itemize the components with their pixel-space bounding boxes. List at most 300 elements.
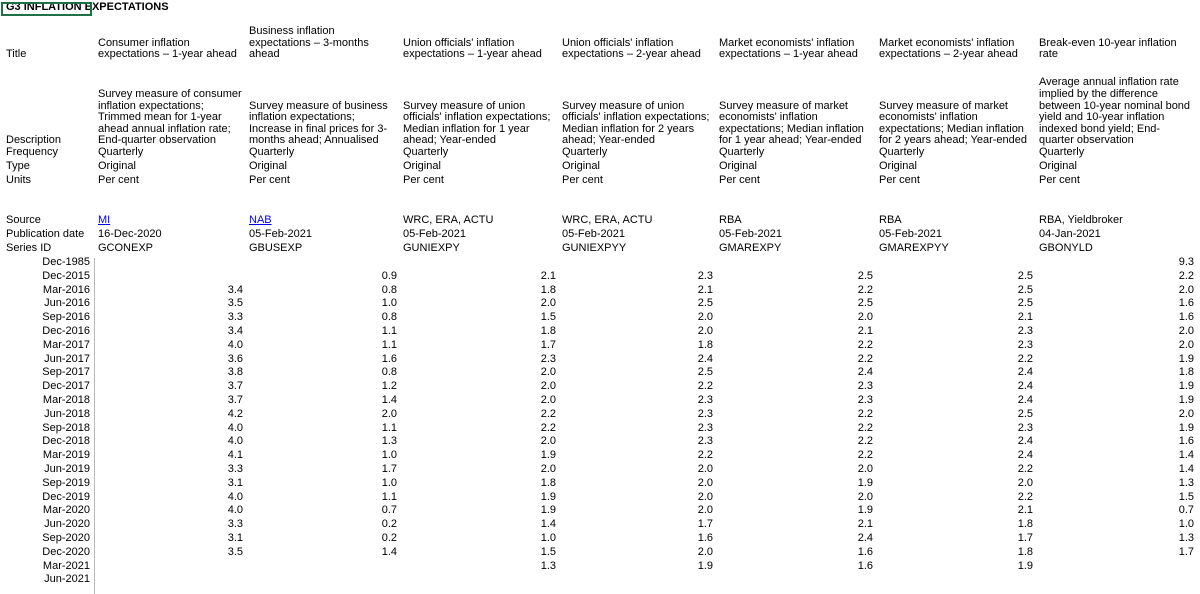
value-cell[interactable] xyxy=(400,574,559,588)
value-cell[interactable] xyxy=(246,257,400,271)
row-date[interactable]: Jun-2016 xyxy=(44,298,90,310)
data-row xyxy=(0,381,1200,395)
value-cell[interactable]: 1.8 xyxy=(1178,367,1194,379)
value-cell[interactable]: 1.9 xyxy=(540,491,556,503)
data-row xyxy=(0,574,1200,588)
value-cell[interactable]: 3.1 xyxy=(227,533,243,544)
cell-type-col7[interactable] xyxy=(1036,161,1197,175)
value-cell[interactable]: 2.0 xyxy=(697,477,713,489)
value-cell[interactable]: 2.0 xyxy=(1178,326,1194,337)
value-cell[interactable]: 2.0 xyxy=(857,491,873,503)
value-cell[interactable]: 9.3 xyxy=(1178,257,1194,268)
value-cell[interactable]: 0.8 xyxy=(381,312,397,324)
cell-title-col6[interactable] xyxy=(876,16,1036,61)
value-cell[interactable]: 0.8 xyxy=(381,367,397,379)
value-cell[interactable]: 2.1 xyxy=(540,270,556,282)
row-date[interactable]: Sep-2017 xyxy=(42,367,90,379)
value-cell[interactable]: 2.2 xyxy=(1017,464,1033,475)
value-cell[interactable]: 2.1 xyxy=(697,284,713,296)
value-cell[interactable] xyxy=(716,257,876,271)
cell-source-col6[interactable] xyxy=(876,215,1036,229)
value-cell[interactable]: 2.0 xyxy=(697,312,713,324)
value-cell[interactable]: 2.0 xyxy=(540,298,556,310)
value-cell[interactable] xyxy=(876,574,1036,588)
publication-date-text: 05-Feb-2021 xyxy=(249,229,312,240)
value-cell[interactable] xyxy=(876,257,1036,271)
cell-description-col4[interactable] xyxy=(559,61,716,147)
value-cell[interactable]: 1.8 xyxy=(1017,546,1033,558)
cell-source-col2[interactable] xyxy=(246,215,400,229)
value-cell[interactable]: 1.6 xyxy=(1178,436,1194,448)
cell-frequency-col5[interactable] xyxy=(716,147,876,161)
row-date[interactable]: Dec-2020 xyxy=(42,546,90,558)
cell-source-col5[interactable] xyxy=(716,215,876,229)
value-cell[interactable]: 1.4 xyxy=(1178,450,1194,462)
value-cell[interactable]: 1.3 xyxy=(381,436,397,448)
value-cell[interactable]: 1.9 xyxy=(1178,422,1194,434)
value-cell[interactable] xyxy=(1036,561,1197,575)
row-date[interactable]: Sep-2018 xyxy=(42,422,90,434)
description-text: Survey measure of market economists' inflation expectations; Median inflation for 2 years ahead; Year-ended xyxy=(879,99,1028,147)
value-cell[interactable]: 1.4 xyxy=(1178,464,1194,475)
cell-source-col4[interactable] xyxy=(559,215,716,229)
value-cell[interactable]: 1.5 xyxy=(540,546,556,558)
value-cell[interactable]: 2.0 xyxy=(540,367,556,379)
header-row-publication-date xyxy=(0,229,1200,243)
row-date[interactable]: Jun-2018 xyxy=(44,408,90,420)
value-cell[interactable]: 2.5 xyxy=(1017,408,1033,420)
value-cell[interactable]: 1.6 xyxy=(1178,298,1194,310)
value-cell[interactable]: 0.7 xyxy=(381,505,397,517)
row-date[interactable]: Mar-2017 xyxy=(42,339,90,351)
value-cell[interactable]: 2.4 xyxy=(1017,395,1033,406)
description-text: Survey measure of market economists' inflation expectations; Median inflation for 1 year ahead; Year-ended xyxy=(719,99,864,147)
value-cell[interactable]: 2.0 xyxy=(540,436,556,448)
row-date[interactable]: Mar-2016 xyxy=(42,284,90,296)
row-date[interactable]: Dec-2018 xyxy=(42,436,90,448)
value-cell[interactable]: 1.9 xyxy=(857,505,873,517)
value-cell[interactable]: 2.2 xyxy=(857,422,873,434)
value-cell[interactable]: 2.4 xyxy=(1017,381,1033,393)
value-cell[interactable]: 2.4 xyxy=(697,353,713,365)
value-cell[interactable]: 3.5 xyxy=(227,298,243,310)
value-cell[interactable]: 2.4 xyxy=(857,367,873,379)
sheet-title-row xyxy=(0,2,1200,16)
value-cell[interactable]: 2.1 xyxy=(857,326,873,337)
value-cell[interactable]: 2.0 xyxy=(857,312,873,324)
value-cell[interactable]: 1.0 xyxy=(381,450,397,462)
cell-title-col1[interactable] xyxy=(95,16,246,61)
value-cell[interactable]: 2.0 xyxy=(857,464,873,475)
sheet-title[interactable]: G3 INFLATION EXPECTATIONS xyxy=(6,2,169,13)
value-cell[interactable] xyxy=(559,574,716,588)
type-text: Original xyxy=(98,161,136,172)
value-cell[interactable]: 2.2 xyxy=(857,284,873,296)
cell-frequency-col6[interactable] xyxy=(876,147,1036,161)
row-label-type[interactable]: Type xyxy=(6,161,30,172)
cell-units-col1[interactable] xyxy=(95,175,246,189)
value-cell[interactable] xyxy=(95,257,246,271)
value-cell[interactable]: 1.7 xyxy=(697,519,713,531)
value-cell[interactable]: 1.3 xyxy=(1178,477,1194,489)
title-text: Market economists' inflation expectations – 2-year ahead xyxy=(879,36,1018,61)
cell-title-col7[interactable] xyxy=(1036,16,1197,61)
row-date[interactable]: Dec-2019 xyxy=(42,491,90,503)
value-cell[interactable]: 2.0 xyxy=(697,464,713,475)
row-date[interactable]: Sep-2016 xyxy=(42,312,90,324)
cell-source-col7[interactable] xyxy=(1036,215,1197,229)
cell-publication-date-col3[interactable] xyxy=(400,229,559,243)
value-cell[interactable]: 1.5 xyxy=(540,312,556,324)
frequency-text: Quarterly xyxy=(403,147,449,158)
cell-description-col1[interactable] xyxy=(95,61,246,147)
cell-publication-date-col4[interactable] xyxy=(559,229,716,243)
value-cell[interactable]: 1.8 xyxy=(540,284,556,296)
value-cell[interactable]: 2.0 xyxy=(1178,408,1194,420)
data-row xyxy=(0,464,1200,478)
type-text: Original xyxy=(719,161,757,172)
row-date[interactable]: Jun-2017 xyxy=(44,353,90,365)
value-cell[interactable]: 1.9 xyxy=(697,560,713,572)
value-cell[interactable]: 1.0 xyxy=(540,533,556,544)
cell-description-col2[interactable] xyxy=(246,61,400,147)
value-cell[interactable]: 2.2 xyxy=(697,381,713,393)
series-id-text: GMAREXPY xyxy=(719,243,782,254)
cell-title-col3[interactable] xyxy=(400,16,559,61)
cell-title-col2[interactable] xyxy=(246,16,400,61)
cell-publication-date-col7[interactable] xyxy=(1036,229,1197,243)
value-cell[interactable]: 1.3 xyxy=(1178,533,1194,544)
value-cell[interactable]: 2.4 xyxy=(1017,450,1033,462)
value-cell[interactable]: 1.1 xyxy=(381,422,397,434)
row-date[interactable]: Jun-2020 xyxy=(44,519,90,531)
cell-title-col4[interactable] xyxy=(559,16,716,61)
cell-description-col5[interactable] xyxy=(716,61,876,147)
value-cell[interactable]: 2.5 xyxy=(1017,284,1033,296)
title-text: Union officials' inflation expectations – 2-year ahead xyxy=(562,36,701,61)
cell-type-col5[interactable] xyxy=(716,161,876,175)
value-cell[interactable] xyxy=(246,561,400,575)
row-date[interactable]: Dec-2017 xyxy=(42,381,90,393)
cell-units-col3[interactable] xyxy=(400,175,559,189)
value-cell[interactable]: 2.0 xyxy=(540,464,556,475)
cell-description-col3[interactable] xyxy=(400,61,559,147)
title-text: Consumer inflation expectations – 1-year ahead xyxy=(98,36,237,61)
value-cell[interactable]: 2.5 xyxy=(857,270,873,282)
value-cell[interactable]: 2.5 xyxy=(1017,270,1033,282)
row-label-units[interactable]: Units xyxy=(6,175,32,186)
cell-publication-date-col2[interactable] xyxy=(246,229,400,243)
publication-date-text: 05-Feb-2021 xyxy=(403,229,466,240)
value-cell[interactable]: 1.8 xyxy=(540,326,556,337)
value-cell[interactable]: 3.4 xyxy=(227,326,243,337)
value-cell[interactable]: 3.7 xyxy=(227,381,243,393)
cell-type-col3[interactable] xyxy=(400,161,559,175)
value-cell[interactable]: 3.8 xyxy=(227,367,243,379)
cell-series-id-col2[interactable] xyxy=(246,243,400,257)
data-row xyxy=(0,367,1200,381)
type-text: Original xyxy=(1039,161,1077,172)
value-cell[interactable]: 3.4 xyxy=(227,284,243,296)
cell-title-col5[interactable] xyxy=(716,16,876,61)
cell-units-col2[interactable] xyxy=(246,175,400,189)
value-cell[interactable]: 4.0 xyxy=(227,436,243,448)
value-cell[interactable]: 3.1 xyxy=(227,477,243,489)
value-cell[interactable]: 1.7 xyxy=(540,339,556,351)
cell-description-col6[interactable] xyxy=(876,61,1036,147)
row-date[interactable]: Mar-2018 xyxy=(42,395,90,406)
cell-frequency-col1[interactable] xyxy=(95,147,246,161)
value-cell[interactable]: 1.9 xyxy=(540,450,556,462)
row-date[interactable]: Mar-2021 xyxy=(42,560,90,572)
value-cell[interactable]: 2.5 xyxy=(857,298,873,310)
value-cell[interactable]: 1.0 xyxy=(1178,519,1194,531)
value-cell[interactable]: 1.8 xyxy=(697,339,713,351)
type-text: Original xyxy=(879,161,917,172)
row-label-frequency[interactable]: Frequency xyxy=(6,147,58,158)
header-row-frequency xyxy=(0,147,1200,161)
value-cell[interactable]: 3.3 xyxy=(227,464,243,475)
value-cell[interactable]: 2.0 xyxy=(697,491,713,503)
row-date[interactable]: Sep-2019 xyxy=(42,477,90,489)
cell-frequency-col3[interactable] xyxy=(400,147,559,161)
value-cell[interactable]: 0.2 xyxy=(381,533,397,544)
value-cell[interactable]: 2.4 xyxy=(1017,367,1033,379)
cell-publication-date-col5[interactable] xyxy=(716,229,876,243)
value-cell[interactable]: 2.2 xyxy=(857,408,873,420)
cell-frequency-col4[interactable] xyxy=(559,147,716,161)
value-cell[interactable]: 3.3 xyxy=(227,519,243,531)
series-id-text: GMAREXPYY xyxy=(879,243,949,254)
row-date[interactable]: Jun-2019 xyxy=(44,464,90,475)
value-cell[interactable]: 0.2 xyxy=(381,519,397,531)
series-id-text: GBUSEXP xyxy=(249,243,303,254)
value-cell[interactable] xyxy=(95,561,246,575)
cell-frequency-col7[interactable] xyxy=(1036,147,1197,161)
value-cell[interactable]: 2.3 xyxy=(697,395,713,406)
value-cell[interactable]: 2.3 xyxy=(697,422,713,434)
cell-series-id-col4[interactable] xyxy=(559,243,716,257)
value-cell[interactable]: 2.5 xyxy=(697,298,713,310)
source-text: RBA, Yieldbroker xyxy=(1039,215,1123,226)
value-cell[interactable]: 1.2 xyxy=(381,381,397,393)
value-cell[interactable]: 3.6 xyxy=(227,353,243,365)
value-cell[interactable]: 2.3 xyxy=(857,381,873,393)
data-row xyxy=(0,423,1200,437)
value-cell[interactable]: 3.5 xyxy=(227,546,243,558)
header-row-type xyxy=(0,161,1200,175)
value-cell[interactable]: 1.8 xyxy=(540,477,556,489)
value-cell[interactable]: 2.2 xyxy=(857,450,873,462)
source-text: RBA xyxy=(879,215,902,226)
row-date[interactable]: Jun-2021 xyxy=(44,574,90,586)
value-cell[interactable] xyxy=(1036,574,1197,588)
cell-series-id-col7[interactable] xyxy=(1036,243,1197,257)
value-cell[interactable]: 1.7 xyxy=(1017,533,1033,544)
value-cell[interactable]: 1.7 xyxy=(381,464,397,475)
value-cell[interactable]: 1.9 xyxy=(857,477,873,489)
value-cell[interactable]: 2.4 xyxy=(1017,436,1033,448)
units-text: Per cent xyxy=(879,175,920,186)
value-cell[interactable]: 4.0 xyxy=(227,422,243,434)
value-cell[interactable]: 1.6 xyxy=(381,353,397,365)
value-cell[interactable]: 1.7 xyxy=(1178,546,1194,558)
value-cell[interactable]: 2.3 xyxy=(540,353,556,365)
value-cell[interactable]: 1.9 xyxy=(1017,560,1033,572)
value-cell[interactable]: 2.0 xyxy=(697,546,713,558)
value-cell[interactable]: 2.2 xyxy=(1017,353,1033,365)
value-cell[interactable]: 2.4 xyxy=(857,533,873,544)
value-cell[interactable]: 1.1 xyxy=(381,491,397,503)
value-cell[interactable]: 1.8 xyxy=(1017,519,1033,531)
data-row xyxy=(0,312,1200,326)
row-date[interactable]: Mar-2019 xyxy=(42,450,90,462)
cell-series-id-col6[interactable] xyxy=(876,243,1036,257)
cell-frequency-col2[interactable] xyxy=(246,147,400,161)
value-cell[interactable] xyxy=(400,257,559,271)
value-cell[interactable]: 2.5 xyxy=(697,367,713,379)
value-cell[interactable]: 2.2 xyxy=(857,353,873,365)
value-cell[interactable]: 2.2 xyxy=(540,408,556,420)
row-label-source[interactable]: Source xyxy=(6,215,41,226)
frequency-text: Quarterly xyxy=(98,147,144,158)
value-cell[interactable]: 2.0 xyxy=(1017,477,1033,489)
row-date[interactable]: Dec-2015 xyxy=(42,270,90,282)
value-cell[interactable]: 1.9 xyxy=(540,505,556,517)
value-cell[interactable]: 2.3 xyxy=(1017,422,1033,434)
cell-series-id-col5[interactable] xyxy=(716,243,876,257)
type-text: Original xyxy=(562,161,600,172)
value-cell[interactable]: 2.0 xyxy=(1178,339,1194,351)
cell-units-col6[interactable] xyxy=(876,175,1036,189)
source-text[interactable]: NAB xyxy=(249,215,272,226)
value-cell[interactable]: 1.6 xyxy=(697,533,713,544)
data-row xyxy=(0,450,1200,464)
value-cell[interactable]: 2.0 xyxy=(540,381,556,393)
value-cell[interactable]: 1.4 xyxy=(540,519,556,531)
row-date[interactable]: Sep-2020 xyxy=(42,533,90,544)
cell-units-col7[interactable] xyxy=(1036,175,1197,189)
description-text: Average annual inflation rate implied by the difference between 10-year nominal bond yield and 10-year inflation indexed bond yield; End-quarter observation xyxy=(1039,76,1191,147)
value-cell[interactable]: 2.2 xyxy=(697,450,713,462)
value-cell[interactable]: 1.3 xyxy=(540,560,556,572)
value-cell[interactable] xyxy=(246,574,400,588)
publication-date-text: 05-Feb-2021 xyxy=(719,229,782,240)
data-row xyxy=(0,340,1200,354)
value-cell[interactable]: 2.3 xyxy=(697,408,713,420)
row-label-description[interactable]: Description xyxy=(6,134,62,147)
cell-type-col6[interactable] xyxy=(876,161,1036,175)
cell-units-col5[interactable] xyxy=(716,175,876,189)
cell-type-col4[interactable] xyxy=(559,161,716,175)
value-cell[interactable] xyxy=(716,574,876,588)
series-id-text: GUNIEXPYY xyxy=(562,243,627,254)
source-text[interactable]: MI xyxy=(98,215,111,226)
value-cell[interactable]: 1.9 xyxy=(1178,381,1194,393)
value-cell[interactable]: 1.4 xyxy=(381,546,397,558)
value-cell[interactable]: 2.5 xyxy=(1017,298,1033,310)
value-cell[interactable]: 4.0 xyxy=(227,491,243,503)
value-cell[interactable]: 2.2 xyxy=(540,422,556,434)
value-cell[interactable]: 2.0 xyxy=(540,395,556,406)
publication-date-text: 16-Dec-2020 xyxy=(98,229,162,240)
value-cell[interactable]: 1.0 xyxy=(381,298,397,310)
data-row xyxy=(0,547,1200,561)
cell-series-id-col3[interactable] xyxy=(400,243,559,257)
row-label-title[interactable]: Title xyxy=(6,48,27,61)
value-cell[interactable]: 0.8 xyxy=(381,284,397,296)
cell-type-col2[interactable] xyxy=(246,161,400,175)
value-cell[interactable]: 2.0 xyxy=(1178,284,1194,296)
value-cell[interactable]: 0.9 xyxy=(381,270,397,282)
value-cell[interactable]: 1.9 xyxy=(1178,353,1194,365)
cell-source-col3[interactable] xyxy=(400,215,559,229)
row-label-publication-date[interactable]: Publication date xyxy=(6,229,85,240)
value-cell[interactable]: 2.3 xyxy=(857,395,873,406)
cell-units-col4[interactable] xyxy=(559,175,716,189)
data-row xyxy=(0,326,1200,340)
row-label-series-id[interactable]: Series ID xyxy=(6,243,52,254)
value-cell[interactable] xyxy=(95,574,246,588)
value-cell[interactable]: 1.6 xyxy=(857,560,873,572)
value-cell[interactable]: 3.7 xyxy=(227,395,243,406)
cell-description-col7[interactable] xyxy=(1036,61,1197,147)
value-cell[interactable]: 2.1 xyxy=(1017,505,1033,517)
value-cell[interactable]: 1.9 xyxy=(1178,395,1194,406)
row-date[interactable]: Mar-2020 xyxy=(42,505,90,517)
value-cell[interactable]: 2.1 xyxy=(857,519,873,531)
value-cell[interactable]: 2.2 xyxy=(857,436,873,448)
value-cell[interactable]: 2.0 xyxy=(381,408,397,420)
value-cell[interactable]: 2.3 xyxy=(1017,326,1033,337)
value-cell[interactable]: 2.3 xyxy=(697,436,713,448)
value-cell[interactable]: 1.6 xyxy=(1178,312,1194,324)
cell-publication-date-col6[interactable] xyxy=(876,229,1036,243)
value-cell[interactable]: 1.6 xyxy=(857,546,873,558)
value-cell[interactable]: 2.0 xyxy=(697,505,713,517)
cell-series-id-col1[interactable] xyxy=(95,243,246,257)
value-cell[interactable]: 2.2 xyxy=(1178,270,1194,282)
value-cell[interactable] xyxy=(559,257,716,271)
cell-source-col1[interactable] xyxy=(95,215,246,229)
cell-type-col1[interactable] xyxy=(95,161,246,175)
value-cell[interactable]: 3.3 xyxy=(227,312,243,324)
value-cell[interactable]: 0.7 xyxy=(1178,505,1194,517)
value-cell[interactable]: 4.0 xyxy=(227,505,243,517)
value-cell[interactable]: 1.5 xyxy=(1178,491,1194,503)
value-cell[interactable]: 2.2 xyxy=(1017,491,1033,503)
value-cell[interactable]: 2.1 xyxy=(1017,312,1033,324)
value-cell[interactable]: 2.3 xyxy=(1017,339,1033,351)
value-cell[interactable]: 2.0 xyxy=(697,326,713,337)
value-cell[interactable] xyxy=(95,271,246,285)
value-cell[interactable]: 2.2 xyxy=(857,339,873,351)
value-cell[interactable]: 1.4 xyxy=(381,395,397,406)
value-cell[interactable]: 2.3 xyxy=(697,270,713,282)
value-cell[interactable]: 4.0 xyxy=(227,339,243,351)
value-cell[interactable]: 1.1 xyxy=(381,339,397,351)
frequency-text: Quarterly xyxy=(879,147,925,158)
series-id-text: GBONYLD xyxy=(1039,243,1093,254)
value-cell[interactable]: 1.1 xyxy=(381,326,397,337)
value-cell[interactable]: 4.1 xyxy=(227,450,243,462)
row-date[interactable]: Dec-1985 xyxy=(42,257,90,268)
row-date[interactable]: Dec-2016 xyxy=(42,326,90,337)
cell-publication-date-col1[interactable] xyxy=(95,229,246,243)
units-text: Per cent xyxy=(249,175,290,186)
value-cell[interactable]: 1.0 xyxy=(381,477,397,489)
value-cell[interactable]: 4.2 xyxy=(227,408,243,420)
